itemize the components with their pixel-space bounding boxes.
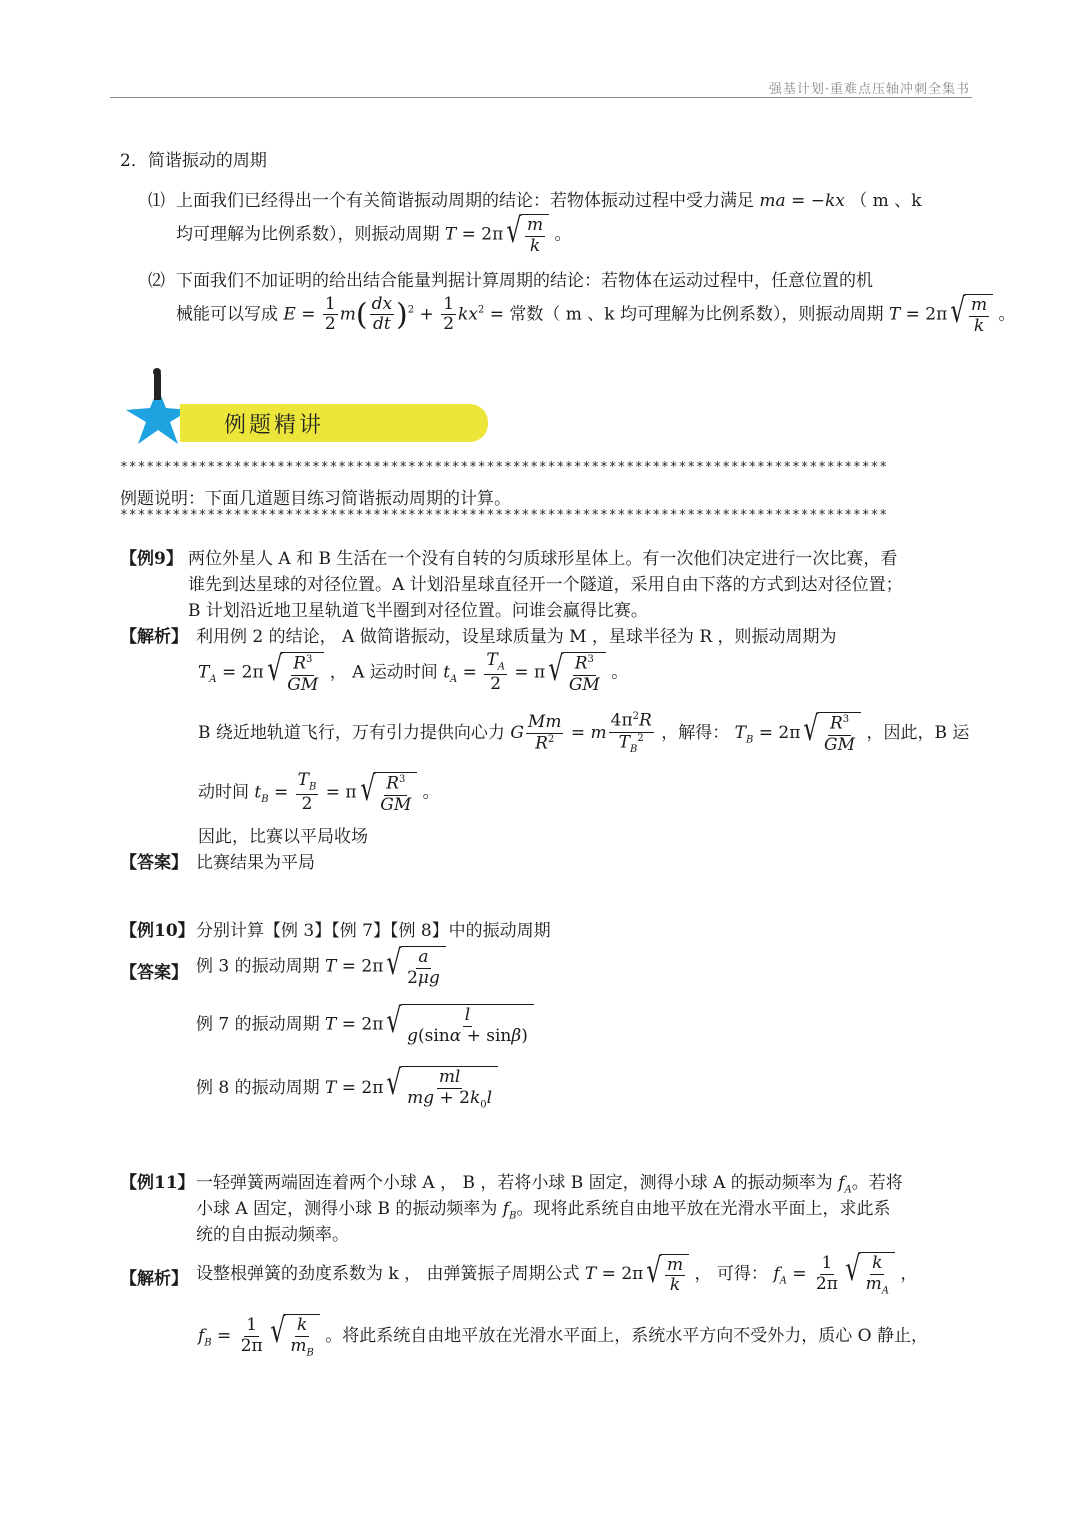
ex10-a8-text: 例 8 的振动周期 [196,1077,320,1098]
ex9-b-line: B 绕近地轨道飞行，万有引力提供向心力 G $\frac{Mm}{R^2}$ = m $\frac{4\pi^2R}{T_B^2}$ ，解得： $T_B = 2\pi$ √ $\frac{R^3}{GM}$ ，因此，B 运 [198,709,970,755]
header-rule [110,97,972,98]
ex11-analysis-tail: 。将此系统自由地平放在光滑水平面上，系统水平方向不受外力，质心 O 静止， [325,1325,929,1346]
ex9-answer: 比赛结果为平局 [196,853,315,873]
ex9-b-text: B 绕近地轨道飞行，万有引力提供向心力 [198,723,505,744]
ex9-line3: B 计划沿近地卫星轨道飞半圈到对径位置。问谁会赢得比赛。 [188,601,648,621]
ex9-b-tail: ，因此，B 运 [866,723,970,744]
example-banner [120,368,380,448]
item1-text: 上面我们已经得出一个有关简谐振动周期的结论：若物体振动过程中受力满足 [176,191,754,211]
notice-text: 例题说明：下面几道题目练习简谐振动周期的计算。 [120,489,511,509]
ex11-analysis-line2: $f_B$ = $\frac{1}{2\pi}$ √ $\frac{k}{m_B}$ 。将此系统自由地平放在光滑水平面上，系统水平方向不受外力，质心 O 静止， [198,1311,929,1359]
ex9-analysis-tag: 【解析】 [120,627,188,647]
ex11-line1: 一轻弹簧两端固连着两个小球 A ， B ，若将小球 B 固定，测得小球 A 的振动频率为 $f_A$。若将 [196,1173,903,1196]
ex10-a8: 例 8 的振动周期 T = 2π √ $\frac{ml}{mg + 2k_0l}$ [196,1066,498,1111]
ex11-analysis-text: 设整根弹簧的劲度系数为 k ， 由弹簧振子周期公式 [196,1263,580,1284]
ex11-tail1: 。若将 [851,1173,903,1193]
ex10-a3: 例 3 的振动周期 T = 2π √ $\frac{a}{2\mu g}$ [196,946,446,988]
ex9-line2: 谁先到达星球的对径位置。A 计划沿星球直径开一个隧道，采用自由下落的方式到达对径位置； [188,575,903,595]
ex9-b-solve: ，解得： [661,723,730,744]
item1-number: ⑴ [148,191,165,211]
ex9-conclusion: 因此，比赛以平局收场 [198,827,368,847]
ex11-analysis-line1: 设整根弹簧的劲度系数为 k ， 由弹簧振子周期公式 T = 2π √ $\frac{m}{k}$ ， 可得： $f_A$ = $\frac{1}{2\pi}$ √ $\frac{k}{m_A}$ ， [196,1249,918,1297]
ex10-a7-text: 例 7 的振动周期 [196,1014,320,1035]
item1-equation: ma = −kx [759,191,845,211]
ex11-text2: 小球 A 固定，测得小球 B 的振动频率为 [196,1199,498,1219]
item1-text2: 均可理解为比例系数），则振动周期 [176,224,440,245]
item2-text2: = 常数（ m 、k 均可理解为比例系数），则振动周期 [489,304,884,325]
ex10-a7: 例 7 的振动周期 T = 2π √ $\frac{l}{g(\sin\alpha + \sin\beta)}$ [196,1004,534,1046]
item2-line2: 械能可以写成 E = $\frac{1}{2}$ m( $\frac{dx}{dt}$ )$^2$ + $\frac{1}{2}$ $kx^2$ = 常数（ m 、k 均可理解为比例系数），则振动周期 T = 2π √ $\frac{m}{k}$ 。 [176,291,1016,336]
ex11-analysis-tag: 【解析】 [120,1269,188,1289]
banner-label: 例题精讲 [224,413,325,438]
ex9-tag: 【例9】 [120,549,183,569]
ex10-a3-text: 例 3 的振动周期 [196,956,320,977]
running-header: 强基计划·重难点压轴冲刺全集书 [768,82,970,97]
ex10-text: 分别计算【例 3】【例 7】【例 8】中的振动周期 [196,921,551,941]
stars-bottom: **************************************************************************************** [120,508,888,523]
ex9-ta-formula: $T_A = 2\pi$ √ $\frac{R^3}{GM}$ ， A 运动时间 $t_A$ = $\frac{T_A}{2}$ = π √ $\frac{R^3}{GM}$ 。 [198,649,629,695]
item2-number: ⑵ [148,271,165,291]
ex9-analysis-line1: 利用例 2 的结论， A 做简谐振动，设星球质量为 M ，星球半径为 R ，则振动周期为 [196,627,837,647]
item1-line2: 均可理解为比例系数），则振动周期 T = 2π √ $\frac{m}{k}$ 。 [176,211,572,256]
ex11-line3: 统的自由振动频率。 [196,1225,349,1245]
ex9-tb-time: 动时间 $t_B$ = $\frac{T_B}{2}$ = π √ $\frac{R^3}{GM}$ 。 [198,769,440,815]
ex11-line2: 小球 A 固定，测得小球 B 的振动频率为 $f_B$。现将此系统自由地平放在光滑水平面上，求此系 [196,1199,891,1222]
item1-tail: （ m 、k [850,191,922,211]
ex11-analysis-mid: ， 可得： [694,1263,768,1284]
ex10-answer-tag: 【答案】 [120,963,188,983]
section-heading: 2．简谐振动的周期 [120,151,267,171]
item2-text: 械能可以写成 [176,304,278,325]
ex9-b-time-text: 动时间 [198,782,249,803]
item2-line1: 下面我们不加证明的给出结合能量判据计算周期的结论：若物体在运动过程中，任意位置的机 [176,271,873,291]
stars-top: **************************************************************************************** [120,460,888,475]
ex11-tail2: 。现将此系统自由地平放在光滑水平面上，求此系 [516,1199,891,1219]
ex11-tag: 【例11】 [120,1173,195,1193]
ex11-text1: 一轻弹簧两端固连着两个小球 A ， B ，若将小球 B 固定，测得小球 A 的振动频率为 [196,1173,833,1193]
ex10-tag: 【例10】 [120,921,195,941]
ex9-answer-tag: 【答案】 [120,853,188,873]
ex9-line1: 两位外星人 A 和 B 生活在一个没有自转的匀质球形星体上。有一次他们决定进行一次比赛，看 [188,549,898,569]
ex9-a-move-text: ， A 运动时间 [329,662,438,683]
item1-line1 [176,186,922,211]
